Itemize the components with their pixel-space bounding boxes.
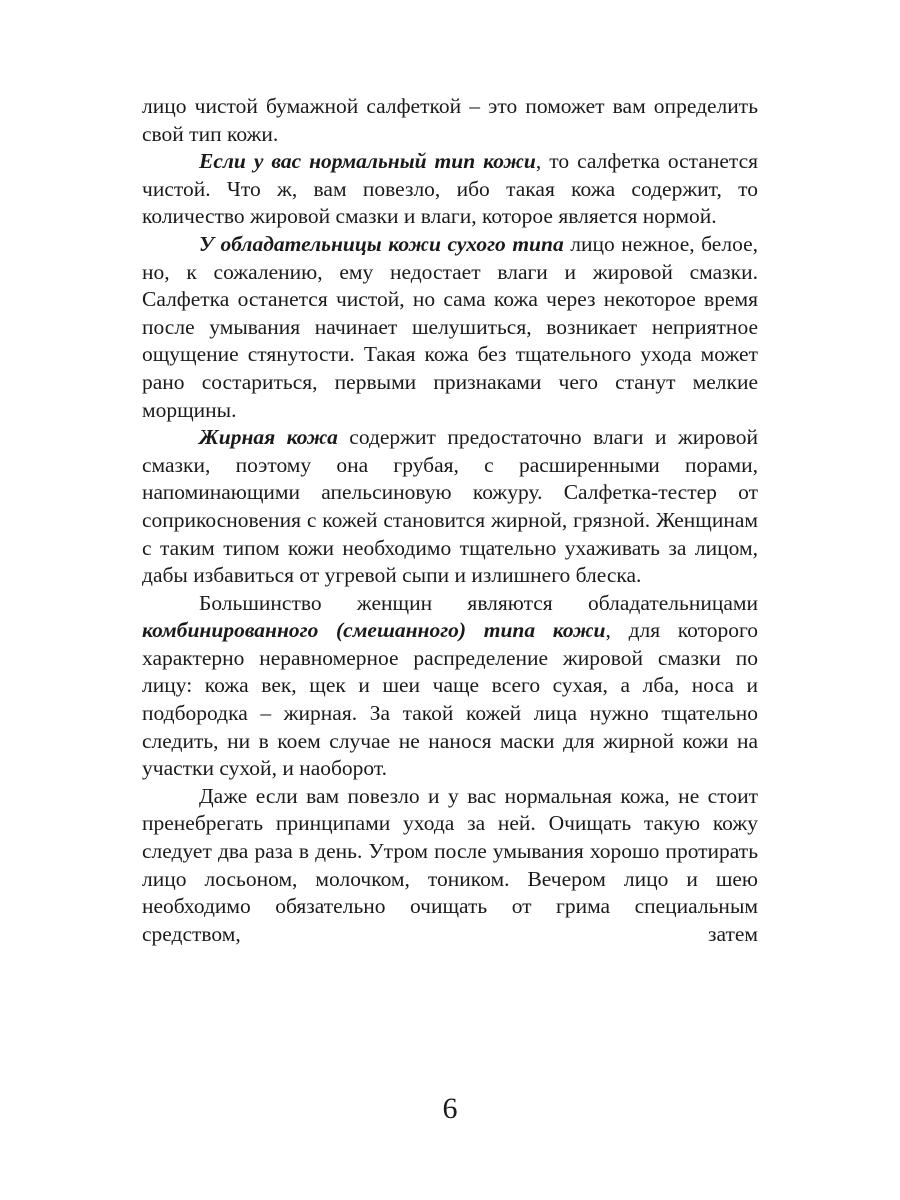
page-number: 6	[442, 1092, 458, 1125]
paragraph-4	[142, 424, 758, 590]
text-segment: , для которого характерно неравномерное распределение жировой смазки по лицу: кожа век, щек и шеи чаще всего сухая, а лба, носа и подбородка – жирная. За такой кожей лица нужно тщательно следить, ни в коем случае не нанося маски для жирной кожи на участки сухой, и наоборот.	[142, 618, 758, 781]
page-body	[142, 93, 758, 948]
text-segment: Даже если вам повезло и у вас нормальная кожа, не стоит пренебрегать принципами ухода за ней. Очищать такую кожу следует два раза в день. Утром после умывания хорошо протирать лицо лосьоном, молочком, тоником. Вечером лицо и шею необходимо обязательно очищать от грима специальным средством, затем	[142, 783, 758, 946]
paragraph-2	[142, 148, 758, 231]
emphasized-term: Если у вас нормальный тип кожи	[199, 149, 536, 174]
text-segment: , то салфетка останется чистой. Что ж, вам повезло, ибо такая кожа содержит, то количество жировой смазки и влаги, которое является нормой.	[142, 149, 758, 229]
text-segment: лицо нежное, белое, но, к сожалению, ему недостает влаги и жировой смазки. Салфетка останется чистой, но сама кожа через некоторое время после умывания начинает шелушиться, возникает неприятное ощущение стянутости. Такая кожа без тщательного ухода может рано состариться, первыми признаками чего станут мелкие морщины.	[142, 231, 758, 422]
paragraph-5	[142, 590, 758, 783]
text-segment: содержит предостаточно влаги и жировой смазки, поэтому она грубая, с расширенными порами, напоминающими апельсиновую кожуру. Салфетка-тестер от соприкосновения с кожей становится жирной, грязной. Женщинам с таким типом кожи необходимо тщательно ухаживать за лицом, дабы избавиться от угревой сыпи и излишнего блеска.	[142, 425, 758, 588]
paragraph-3	[142, 231, 758, 424]
paragraph-6	[142, 783, 758, 949]
text-segment: лицо чистой бумажной салфеткой – это поможет вам определить свой тип кожи.	[142, 94, 758, 146]
paragraph-1	[142, 93, 758, 148]
emphasized-term: У обладательницы кожи сухого типа	[199, 231, 564, 256]
emphasized-term: комбинированного (смешанного) типа кожи	[142, 618, 606, 643]
emphasized-term: Жирная кожа	[199, 425, 338, 450]
text-segment: Большинство женщин являются обладательницами	[199, 590, 758, 615]
